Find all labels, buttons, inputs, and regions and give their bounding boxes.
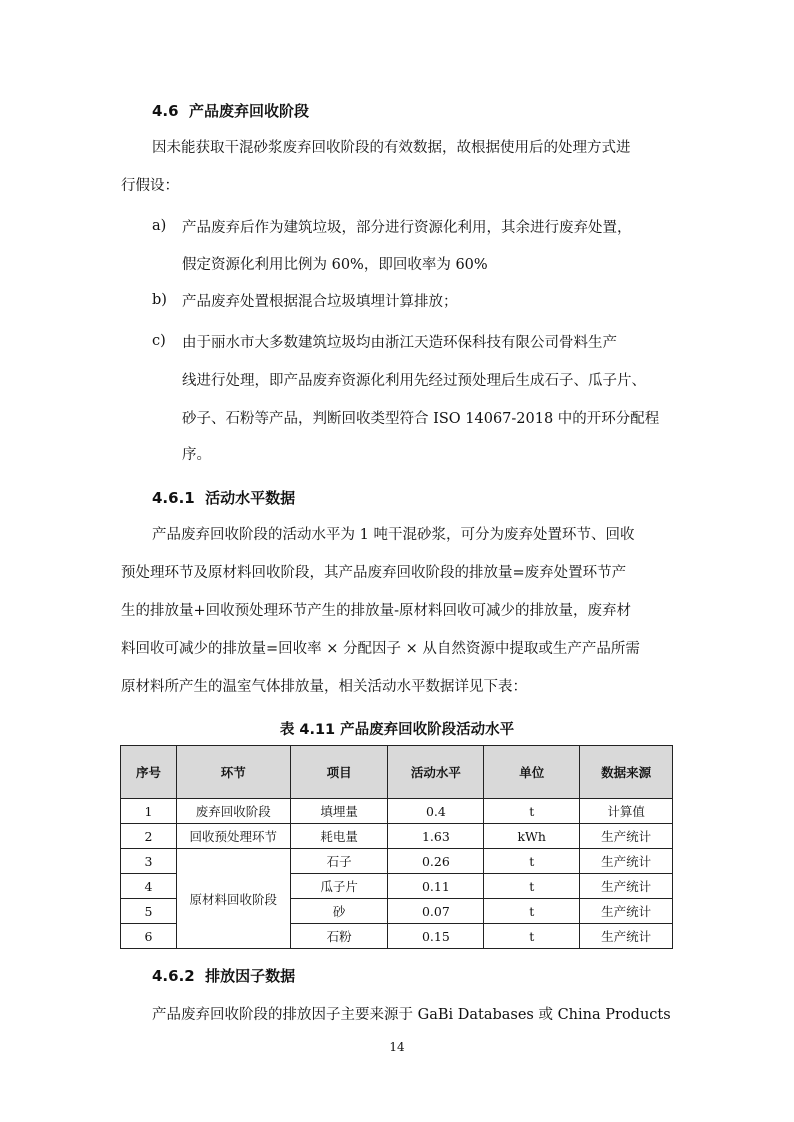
subsection-heading-2 xyxy=(152,965,295,986)
activity-para-line-3: 生的排放量+回收预处理环节产生的排放量-原材料回收可减少的排放量，废弃材 xyxy=(121,603,632,619)
cell-level: 0.07 xyxy=(388,899,484,924)
cell-no: 1 xyxy=(121,799,177,824)
table-row xyxy=(121,849,673,874)
assumption-c-line-3: 砂子、石粉等产品，判断回收类型符合 ISO 14067-2018 中的开环分配程 xyxy=(182,411,660,427)
cell-source: 计算值 xyxy=(580,799,673,824)
header-level: 活动水平 xyxy=(388,746,484,799)
assumption-c-line-4: 序。 xyxy=(182,447,211,463)
cell-unit: t xyxy=(484,924,580,949)
table-row xyxy=(121,824,673,849)
assumption-marker-b: b) xyxy=(152,292,167,308)
cell-unit: t xyxy=(484,899,580,924)
cell-source: 生产统计 xyxy=(580,874,673,899)
cell-item: 填埋量 xyxy=(290,799,388,824)
cell-item: 耗电量 xyxy=(290,824,388,849)
activity-para-line-5: 原材料所产生的温室气体排放量，相关活动水平数据详见下表： xyxy=(121,679,527,695)
assumption-a-line-1: 产品废弃后作为建筑垃圾，部分进行资源化利用，其余进行废弃处置， xyxy=(182,220,632,236)
cell-source: 生产统计 xyxy=(580,899,673,924)
cell-source: 生产统计 xyxy=(580,824,673,849)
cell-no: 6 xyxy=(121,924,177,949)
subsection-heading-1 xyxy=(152,487,295,508)
cell-level: 0.4 xyxy=(388,799,484,824)
cell-item: 瓜子片 xyxy=(290,874,388,899)
cell-source: 生产统计 xyxy=(580,924,673,949)
emission-para-line-1: 产品废弃回收阶段的排放因子主要来源于 GaBi Databases 或 China Products xyxy=(152,1007,671,1023)
activity-para-line-1: 产品废弃回收阶段的活动水平为 1 吨干混砂浆，可分为废弃处置环节、回收 xyxy=(152,527,635,543)
header-unit: 单位 xyxy=(484,746,580,799)
assumption-marker-c: c) xyxy=(152,333,166,349)
assumption-c-line-1: 由于丽水市大多数建筑垃圾均由浙江天造环保科技有限公司骨料生产 xyxy=(182,335,617,351)
cell-unit: t xyxy=(484,874,580,899)
cell-item: 石子 xyxy=(290,849,388,874)
cell-item: 砂 xyxy=(290,899,388,924)
subsection-number: 4.6.1 xyxy=(152,489,195,507)
cell-stage: 废弃回收阶段 xyxy=(176,799,290,824)
intro-line-1: 因未能获取干混砂浆废弃回收阶段的有效数据，故根据使用后的处理方式进 xyxy=(152,140,631,156)
cell-unit: t xyxy=(484,799,580,824)
intro-line-2: 行假设： xyxy=(121,178,179,194)
cell-no: 5 xyxy=(121,899,177,924)
subsection-title: 排放因子数据 xyxy=(205,967,296,985)
header-source: 数据来源 xyxy=(580,746,673,799)
subsection-title: 活动水平数据 xyxy=(205,489,296,507)
header-stage: 环节 xyxy=(176,746,290,799)
cell-stage: 回收预处理环节 xyxy=(176,824,290,849)
header-no: 序号 xyxy=(121,746,177,799)
section-heading xyxy=(152,100,309,121)
cell-level: 1.63 xyxy=(388,824,484,849)
cell-stage-merged: 原材料回收阶段 xyxy=(176,849,290,949)
assumption-marker-a: a) xyxy=(152,218,167,234)
assumption-b-line-1: 产品废弃处置根据混合垃圾填埋计算排放； xyxy=(182,294,458,310)
activity-level-table xyxy=(120,745,673,949)
assumption-c-line-2: 线进行处理，即产品废弃资源化利用先经过预处理后生成石子、瓜子片、 xyxy=(182,373,646,389)
cell-no: 3 xyxy=(121,849,177,874)
cell-unit: t xyxy=(484,849,580,874)
section-title: 产品废弃回收阶段 xyxy=(189,102,310,120)
page-number: 14 xyxy=(389,1040,405,1054)
cell-no: 2 xyxy=(121,824,177,849)
cell-source: 生产统计 xyxy=(580,849,673,874)
cell-level: 0.15 xyxy=(388,924,484,949)
subsection-number: 4.6.2 xyxy=(152,967,195,985)
table-caption: 表 4.11 产品废弃回收阶段活动水平 xyxy=(279,722,515,738)
activity-para-line-2: 预处理环节及原材料回收阶段，其产品废弃回收阶段的排放量=废弃处置环节产 xyxy=(121,565,627,581)
table-header-row xyxy=(121,746,673,799)
activity-para-line-4: 料回收可减少的排放量=回收率 × 分配因子 × 从自然资源中提取或生产产品所需 xyxy=(121,641,640,657)
assumption-a-line-2: 假定资源化利用比例为 60%，即回收率为 60% xyxy=(182,257,488,273)
cell-level: 0.11 xyxy=(388,874,484,899)
cell-no: 4 xyxy=(121,874,177,899)
header-item: 项目 xyxy=(290,746,388,799)
section-number: 4.6 xyxy=(152,102,179,120)
cell-level: 0.26 xyxy=(388,849,484,874)
cell-unit: kWh xyxy=(484,824,580,849)
cell-item: 石粉 xyxy=(290,924,388,949)
table-row xyxy=(121,799,673,824)
